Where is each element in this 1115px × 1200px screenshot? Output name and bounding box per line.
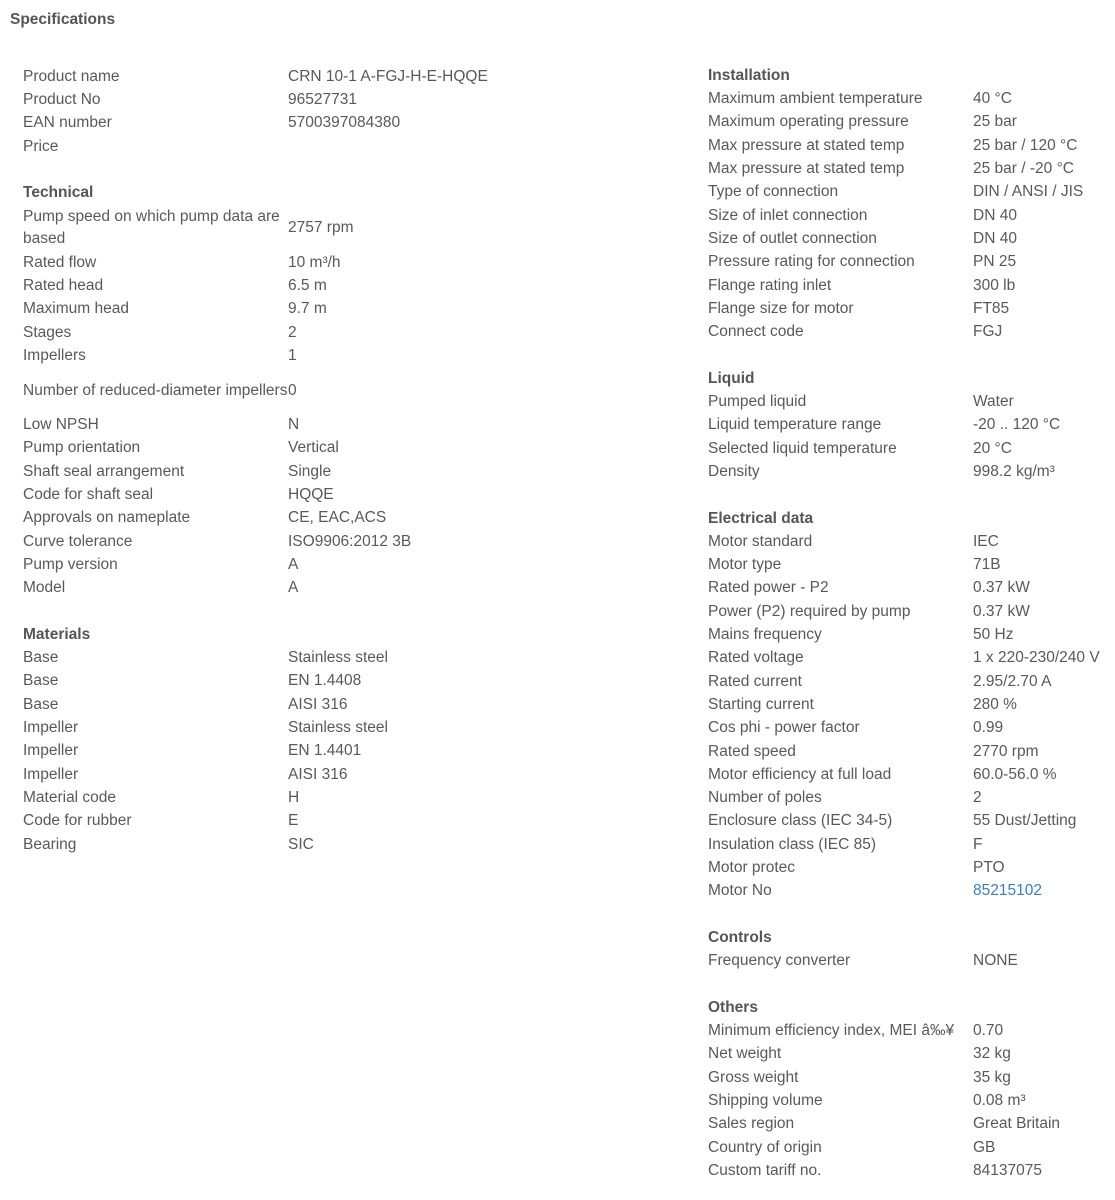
spec-value: 0.70	[973, 1022, 1004, 1040]
spec-row	[23, 367, 488, 413]
spec-row	[708, 810, 1100, 833]
spec-value: E	[288, 812, 299, 830]
section-heading-technical	[23, 181, 488, 204]
right-column	[708, 64, 1108, 1182]
spec-value: NONE	[973, 952, 1018, 970]
spec-label: Minimum efficiency index, MEI â‰¥	[708, 1022, 955, 1040]
spec-value: 0.08 m³	[973, 1091, 1026, 1109]
spec-label: Base	[23, 649, 59, 667]
spec-label: Rated flow	[23, 253, 97, 271]
spec-label: Shaft seal arrangement	[23, 462, 185, 480]
spec-row	[23, 460, 488, 483]
spec-row	[23, 251, 488, 274]
spec-label: Custom tariff no.	[708, 1161, 822, 1179]
spec-label: Sales region	[708, 1115, 795, 1133]
spec-row	[708, 274, 1100, 297]
spec-value: SIC	[288, 835, 314, 853]
spec-value: 10 m³/h	[288, 253, 341, 271]
spec-label: Impeller	[23, 719, 79, 737]
spec-value: 2.95/2.70 A	[973, 672, 1052, 690]
spec-row	[708, 623, 1100, 646]
spec-value: EN 1.4408	[288, 672, 362, 690]
spec-value: 1	[288, 346, 297, 364]
spec-value	[973, 879, 1100, 902]
spec-row	[708, 390, 1100, 413]
spec-row	[708, 180, 1100, 203]
spec-label: Liquid temperature range	[708, 416, 882, 434]
spec-row	[708, 1112, 1100, 1135]
spec-row	[23, 716, 488, 739]
spec-row	[23, 553, 488, 576]
spec-value: H	[288, 788, 300, 806]
spec-row	[23, 506, 488, 529]
section-heading-electrical	[708, 507, 1100, 530]
spec-value: 2757 rpm	[288, 219, 354, 237]
spec-value: Stainless steel	[288, 719, 388, 737]
spec-label: Max pressure at stated temp	[708, 160, 905, 178]
spec-label: Enclosure class (IEC 34-5)	[708, 812, 893, 830]
spec-value: Great Britain	[973, 1115, 1061, 1133]
spec-label: Max pressure at stated temp	[708, 136, 905, 154]
spec-row	[708, 740, 1100, 763]
spec-label: Motor type	[708, 556, 782, 574]
spec-label: Price	[23, 137, 59, 155]
section-title: Others	[708, 998, 758, 1016]
left-column	[23, 65, 623, 856]
spec-value: Vertical	[288, 439, 339, 457]
section-title: Materials	[23, 625, 91, 643]
spec-value: 71B	[973, 556, 1001, 574]
spec-value: 2	[288, 323, 297, 341]
spec-row	[23, 135, 488, 158]
spec-row	[708, 227, 1100, 250]
spec-value: 6.5 m	[288, 276, 327, 294]
spec-value: DIN / ANSI / JIS	[973, 183, 1084, 201]
spec-value: 35 kg	[973, 1068, 1011, 1086]
spec-label: Motor No	[708, 882, 772, 900]
spec-label: Type of connection	[708, 183, 839, 201]
spec-row	[708, 1136, 1100, 1159]
spec-value: Water	[973, 393, 1014, 411]
section-title: Installation	[708, 66, 790, 84]
spec-label: Maximum head	[23, 300, 129, 318]
spec-value: 0.99	[973, 719, 1004, 737]
spec-row	[708, 646, 1100, 669]
spec-row	[708, 297, 1100, 320]
spec-value: DN 40	[973, 206, 1017, 224]
spec-row	[708, 437, 1100, 460]
spec-row	[23, 88, 488, 111]
spec-label: Maximum ambient temperature	[708, 90, 923, 108]
spec-row	[23, 65, 488, 88]
spec-row	[708, 833, 1100, 856]
spec-value: DN 40	[973, 229, 1017, 247]
section-title: Liquid	[708, 369, 755, 387]
spec-value: AISI 316	[288, 765, 348, 783]
spec-label: Size of inlet connection	[708, 206, 868, 224]
spec-table-left	[23, 65, 488, 856]
spec-value: GB	[973, 1138, 996, 1156]
spec-value: AISI 316	[288, 695, 348, 713]
spec-row	[708, 157, 1100, 180]
spec-value: 280 %	[973, 695, 1017, 713]
spec-label: Pump version	[23, 555, 118, 573]
spec-value: PN 25	[973, 253, 1017, 271]
page-title: Specifications	[10, 11, 116, 28]
spec-value: HQQE	[288, 486, 334, 504]
spec-label: Motor protec	[708, 858, 796, 876]
spec-label: Impellers	[23, 346, 86, 364]
spec-label: Pumped liquid	[708, 393, 807, 411]
spec-row	[708, 949, 1100, 972]
spec-value: FT85	[973, 299, 1010, 317]
spec-value: 60.0-56.0 %	[973, 765, 1057, 783]
spec-row	[708, 111, 1100, 134]
spec-value: 998.2 kg/m³	[973, 462, 1055, 480]
section-heading-liquid	[708, 367, 1100, 390]
spec-value: 1 x 220-230/240 V	[973, 649, 1100, 667]
spec-value: 300 lb	[973, 276, 1016, 294]
spec-label: Impeller	[23, 765, 79, 783]
spec-value: 20 °C	[973, 439, 1012, 457]
spec-label: Density	[708, 462, 760, 480]
spec-label: Shipping volume	[708, 1091, 823, 1109]
spec-label: Flange size for motor	[708, 299, 854, 317]
spec-row	[23, 809, 488, 832]
spec-row	[23, 205, 488, 251]
spec-label: Pressure rating for connection	[708, 253, 915, 271]
spec-value: 32 kg	[973, 1045, 1011, 1063]
spec-value: 40 °C	[973, 90, 1012, 108]
spec-row	[708, 693, 1100, 716]
spec-label: Material code	[23, 788, 117, 806]
spec-row	[23, 530, 488, 553]
spec-label: Power (P2) required by pump	[708, 602, 911, 620]
spec-row	[708, 250, 1100, 273]
spec-row	[708, 530, 1100, 553]
spec-row	[708, 87, 1100, 110]
spec-label: Product name	[23, 67, 120, 85]
spec-row	[708, 320, 1100, 343]
spec-row	[23, 112, 488, 135]
spec-value	[288, 135, 488, 158]
spec-label: Starting current	[708, 695, 814, 713]
spec-row	[23, 693, 488, 716]
spec-label: Rated power - P2	[708, 579, 829, 597]
spec-label: Gross weight	[708, 1068, 799, 1086]
spec-row	[708, 1019, 1100, 1042]
spec-row	[708, 763, 1100, 786]
spec-row	[23, 576, 488, 599]
spec-value: 9.7 m	[288, 300, 327, 318]
spec-value: 25 bar	[973, 113, 1017, 131]
spec-label: Country of origin	[708, 1138, 822, 1156]
spec-row	[23, 833, 488, 856]
spec-row	[708, 856, 1100, 879]
spec-value: 50 Hz	[973, 626, 1014, 644]
spec-value: 2770 rpm	[973, 742, 1039, 760]
spec-value: N	[288, 416, 300, 434]
spec-label: Rated current	[708, 672, 802, 690]
spec-row	[23, 437, 488, 460]
spec-row	[23, 297, 488, 320]
spec-value: A	[288, 555, 299, 573]
section-title: Electrical data	[708, 509, 814, 527]
spec-value: 0.37 kW	[973, 579, 1030, 597]
spec-label: Curve tolerance	[23, 532, 133, 550]
spec-label: Stages	[23, 323, 72, 341]
spec-label: Number of reduced-diameter impellers	[23, 381, 288, 399]
spec-row	[708, 786, 1100, 809]
spec-value: IEC	[973, 532, 999, 550]
spec-table-right	[708, 64, 1100, 1182]
section-title: Controls	[708, 928, 772, 946]
spec-row	[708, 1089, 1100, 1112]
spec-row	[708, 1066, 1100, 1089]
spec-value: 25 bar / -20 °C	[973, 160, 1074, 178]
spec-label: Low NPSH	[23, 416, 99, 434]
spec-value: 0.37 kW	[973, 602, 1030, 620]
spec-value: CE, EAC,ACS	[288, 509, 387, 527]
spec-label: Frequency converter	[708, 952, 851, 970]
spec-row	[23, 344, 488, 367]
spec-row	[23, 739, 488, 762]
spec-label: Connect code	[708, 323, 804, 341]
spec-label: Rated speed	[708, 742, 796, 760]
spec-row	[23, 786, 488, 809]
spec-label: Selected liquid temperature	[708, 439, 897, 457]
spec-label: Mains frequency	[708, 626, 822, 644]
spec-label: Motor standard	[708, 532, 813, 550]
section-heading-materials	[23, 623, 488, 646]
spec-label: Rated head	[23, 276, 104, 294]
section-heading-others	[708, 996, 1100, 1019]
spec-value: 0	[288, 381, 297, 399]
spec-row	[23, 646, 488, 669]
spec-row	[708, 204, 1100, 227]
spec-value: 5700397084380	[288, 114, 401, 132]
spec-label: Base	[23, 672, 59, 690]
spec-value: F	[973, 835, 983, 853]
spec-value: 25 bar / 120 °C	[973, 136, 1078, 154]
spec-row	[708, 134, 1100, 157]
spec-row	[23, 483, 488, 506]
section-title: Technical	[23, 184, 94, 202]
spec-label: EAN number	[23, 114, 112, 132]
spec-value: 96527731	[288, 91, 357, 109]
spec-row	[708, 1159, 1100, 1182]
spec-label: Model	[23, 579, 66, 597]
spec-row	[708, 1042, 1100, 1065]
spec-value: Stainless steel	[288, 649, 388, 667]
spec-value: ISO9906:2012 3B	[288, 532, 412, 550]
spec-label: Cos phi - power factor	[708, 719, 860, 737]
spec-row	[708, 600, 1100, 623]
spec-label: Approvals on nameplate	[23, 509, 191, 527]
spec-row	[23, 274, 488, 297]
spec-value: Single	[288, 462, 332, 480]
spec-label: Impeller	[23, 742, 79, 760]
spec-value: -20 .. 120 °C	[973, 416, 1061, 434]
spec-row	[23, 763, 488, 786]
spec-value: PTO	[973, 858, 1005, 876]
spec-label: Bearing	[23, 835, 77, 853]
spec-value: FGJ	[973, 323, 1003, 341]
spec-label: Rated voltage	[708, 649, 804, 667]
spec-label: Code for rubber	[23, 812, 132, 830]
spec-row	[708, 460, 1100, 483]
spec-label: Net weight	[708, 1045, 782, 1063]
spec-row	[708, 553, 1100, 576]
spec-row	[23, 321, 488, 344]
spec-row	[708, 577, 1100, 600]
spec-label: Product No	[23, 91, 101, 109]
spec-value: 84137075	[973, 1161, 1042, 1179]
section-heading-installation	[708, 64, 1100, 87]
spec-label: Pump orientation	[23, 439, 141, 457]
spec-row	[23, 670, 488, 693]
spec-row	[708, 413, 1100, 436]
spec-value: 55 Dust/Jetting	[973, 812, 1077, 830]
spec-label: Motor efficiency at full load	[708, 765, 892, 783]
spec-row	[708, 670, 1100, 693]
spec-row	[708, 879, 1100, 902]
spec-value: 2	[973, 789, 982, 807]
spec-label: Pump speed on which pump data are based	[23, 208, 280, 247]
spec-row	[708, 716, 1100, 739]
spec-label: Size of outlet connection	[708, 229, 877, 247]
spec-label: Maximum operating pressure	[708, 113, 909, 131]
spec-label: Flange rating inlet	[708, 276, 832, 294]
spec-value: CRN 10-1 A-FGJ-H-E-HQQE	[288, 67, 488, 85]
spec-value: A	[288, 579, 299, 597]
spec-label: Insulation class (IEC 85)	[708, 835, 876, 853]
spec-row	[23, 413, 488, 436]
motor-number-link[interactable]: 85215102	[973, 882, 1042, 900]
spec-label: Number of poles	[708, 789, 822, 807]
spec-label: Code for shaft seal	[23, 486, 154, 504]
spec-label: Base	[23, 695, 59, 713]
section-heading-controls	[708, 926, 1100, 949]
spec-value: EN 1.4401	[288, 742, 362, 760]
